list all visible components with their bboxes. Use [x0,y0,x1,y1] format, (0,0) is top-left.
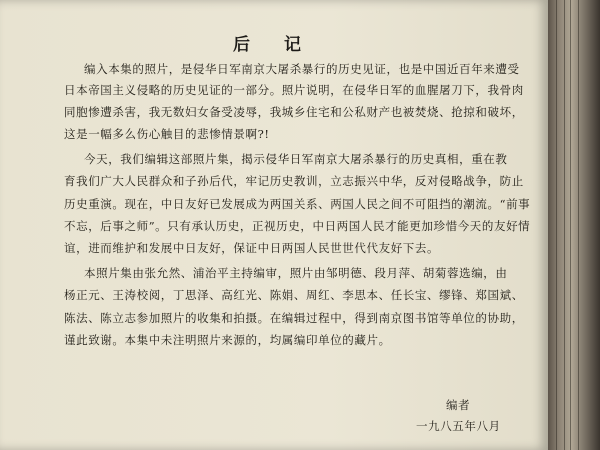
paragraph-3-line-2: 杨正元、王涛校阅，丁思泽、高红光、陈娟、周红、李思本、任长宝、缪锋、郑国斌、 [64,288,524,302]
paragraph-1-line-4: 这是一幅多么伤心触目的悲惨情景啊?! [64,127,270,141]
paragraph-2-line-5: 谊，进而维护和发展中日友好，保证中日两国人民世世代代友好下去。 [64,241,440,255]
paragraph-2-line-2: 育我们广大人民群众和子孙后代，牢记历史教训，立志振兴中华，反对侵略战争，防止 [64,174,524,188]
signature-date: 一九八五年八月 [416,419,501,433]
paragraph-1-line-3: 同胞惨遭杀害，我无数妇女备受凌辱，我城乡住宅和公私财产也被焚烧、抢掠和破坏， [64,105,524,119]
page-title: 后 记 [233,35,315,55]
paragraph-3-line-3: 陈法、陈立志参加照片的收集和拍摄。在编辑过程中，得到南京图书馆等单位的协助， [64,311,524,325]
paragraph-2-line-1: 今天，我们编辑这部照片集，揭示侵华日军南京大屠杀暴行的历史真相，重在教 [84,152,508,166]
book-page-edges [548,0,600,450]
paragraph-1-line-1: 编入本集的照片，是侵华日军南京大屠杀暴行的历史见证，也是中国近百年来遭受 [84,62,520,76]
paragraph-2-line-3: 历史重演。现在，中日友好已发展成为两国关系、两国人民之间不可阻挡的潮流。“前事 [64,197,531,211]
signature-author: 编者 [446,398,471,412]
paragraph-1-line-2: 日本帝国主义侵略的历史见证的一部分。照片说明，在侵华日军的血腥屠刀下，我骨肉 [64,83,524,97]
paragraph-2-line-4: 不忘，后事之师”。只有承认历史，正视历史，中日两国人民才能更加珍惜今天的友好情 [64,219,531,233]
paragraph-3-line-4: 谨此致谢。本集中未注明照片来源的，均属编印单位的藏片。 [64,333,391,347]
paragraph-3-line-1: 本照片集由张允然、浦治平主持编审，照片由邹明德、段月萍、胡菊蓉选编，由 [84,266,508,280]
